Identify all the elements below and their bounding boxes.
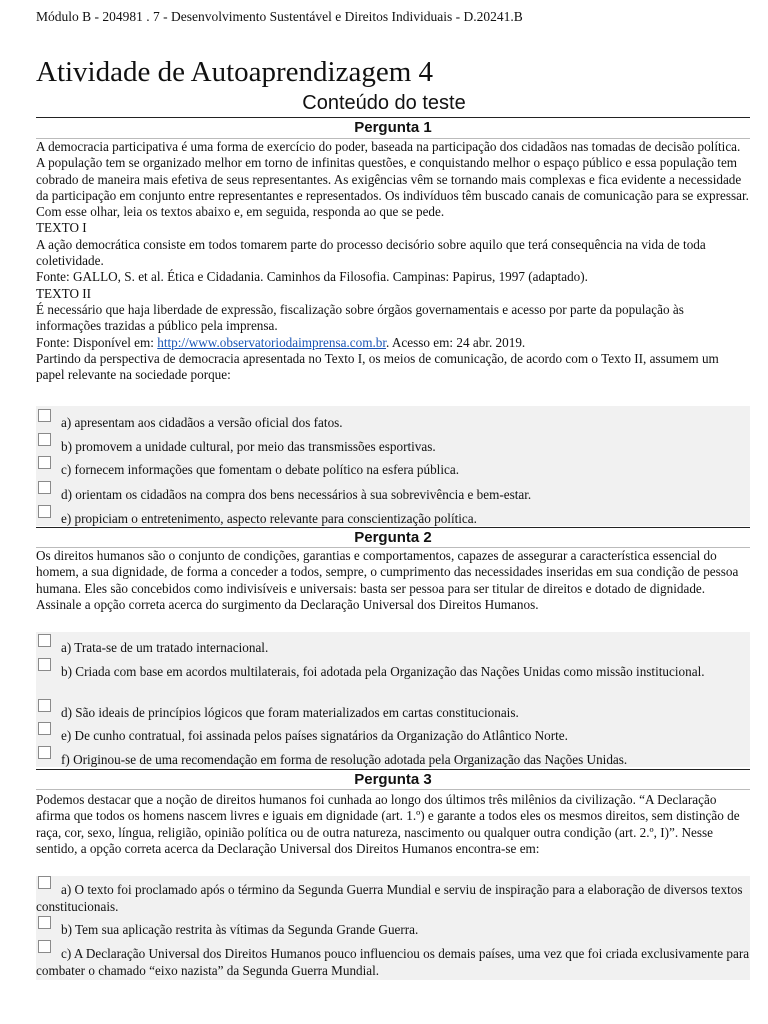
question-2-options <box>36 632 750 767</box>
checkbox-icon[interactable] <box>38 456 51 469</box>
source-prefix: Fonte: Disponível em: <box>36 334 158 350</box>
option-label: b) Criada com base em acordos multilaterais, foi adotada pela Organização das Nações Unidas como missão institucional. <box>61 664 705 679</box>
checkbox-icon[interactable] <box>38 746 51 759</box>
question-1-top-rule <box>36 117 750 118</box>
question-2-option-f[interactable] <box>36 752 750 769</box>
question-2-text <box>36 548 750 613</box>
option-label: f) Originou-se de uma recomendação em forma de resolução adotada pela Organização das Nações Unidas. <box>61 752 628 767</box>
checkbox-icon[interactable] <box>38 481 51 494</box>
option-label: a) Trata-se de um tratado internacional. <box>61 640 269 655</box>
checkbox-icon[interactable] <box>38 658 51 671</box>
checkbox-icon[interactable] <box>38 409 51 422</box>
page-subtitle: Conteúdo do teste <box>302 92 466 114</box>
page-title: Atividade de Autoaprendizagem 4 <box>36 56 434 88</box>
question-1-text <box>36 139 750 383</box>
question-2-option-b[interactable] <box>36 664 750 681</box>
option-label: a) O texto foi proclamado após o término da Segunda Guerra Mundial e serviu de inspiração para a elaboração de diversos textos constitucionais. <box>36 882 743 914</box>
question-1-option-e[interactable] <box>36 511 750 528</box>
question-1-options <box>36 406 750 526</box>
checkbox-icon[interactable] <box>38 722 51 735</box>
question-1-text-i-label: TEXTO I <box>36 220 87 236</box>
question-3-heading: Pergunta 3 <box>354 771 432 788</box>
question-3-top-rule <box>36 769 750 770</box>
question-2-option-e[interactable] <box>36 728 750 745</box>
question-1-option-a[interactable] <box>36 415 750 432</box>
question-1-heading: Pergunta 1 <box>354 119 432 136</box>
question-1-text-ii-label: TEXTO II <box>36 285 92 301</box>
source-link[interactable]: http://www.observatoriodaimprensa.com.br <box>157 334 387 350</box>
question-1-option-d[interactable] <box>36 487 750 504</box>
question-1-text-i-source: Fonte: GALLO, S. et al. Ética e Cidadania. Caminhos da Filosofia. Campinas: Papirus, 1997 (adaptado). <box>36 269 588 285</box>
question-1-option-c[interactable] <box>36 462 750 479</box>
question-1-intro: A democracia participativa é uma forma de exercício do poder, baseada na participação dos cidadãos nas tomadas de decisão política. A população tem se organizado melhor em torno de infinitas questões, e conquistando melhor o espaço público e essa população tem cobrado de maneira mais efetiva de seus representantes. As exigências vêm se tornando mais complexas e fica evidente a necessidade da participação em conjunto entre representantes e representados. Os indivíduos têm buscado canais de comunicação para se expressar. Com esse olhar, leia os textos abaixo e, em seguida, responda ao que se pede. <box>36 139 749 220</box>
source-suffix: . Acesso em: 24 abr. 2019. <box>386 334 526 350</box>
checkbox-icon[interactable] <box>38 505 51 518</box>
question-3-text <box>36 792 750 857</box>
option-label: b) Tem sua aplicação restrita às vítimas da Segunda Grande Guerra. <box>61 922 419 937</box>
option-label: d) São ideais de princípios lógicos que foram materializados em cartas constitucionais. <box>61 705 519 720</box>
question-2-option-d[interactable] <box>36 705 750 722</box>
option-label: c) fornecem informações que fomentam o debate político na esfera pública. <box>61 462 460 477</box>
option-label: d) orientam os cidadãos na compra dos bens necessários à sua sobrevivência e bem-estar. <box>61 487 532 502</box>
question-1-prompt: Partindo da perspectiva de democracia apresentada no Texto I, os meios de comunicação, de acordo com o Texto II, assumem um papel relevante na sociedade porque: <box>36 350 719 383</box>
question-3-heading-rule <box>36 789 750 790</box>
question-3-option-c[interactable] <box>36 946 750 979</box>
question-2-top-rule <box>36 527 750 528</box>
question-1-text-i: A ação democrática consiste em todos tomarem parte do processo decisório sobre aquilo que terá consequência na vida de toda coletividade. <box>36 236 706 269</box>
option-label: a) apresentam aos cidadãos a versão oficial dos fatos. <box>61 415 343 430</box>
option-label: c) A Declaração Universal dos Direitos Humanos pouco influenciou os demais países, uma vez que foi criada exclusivamente para combater o chamado “eixo nazista” da Segunda Guerra Mundial. <box>36 946 750 978</box>
option-label: b) promovem a unidade cultural, por meio das transmissões esportivas. <box>61 439 436 454</box>
checkbox-icon[interactable] <box>38 634 51 647</box>
question-2-heading: Pergunta 2 <box>354 529 432 546</box>
question-3-option-a[interactable] <box>36 882 750 915</box>
checkbox-icon[interactable] <box>38 916 51 929</box>
question-1-option-b[interactable] <box>36 439 750 456</box>
question-2-prompt: Os direitos humanos são o conjunto de condições, garantias e comportamentos, capazes de assegurar a característica essencial do homem, a sua dignidade, de forma a conceder a todos, sempre, o cumprimento das necessidades inseridas em sua condição de pessoa humana. Eles são concebidos como indivisíveis e universais: basta ser pessoa para ser titular de direitos e dotado de dignidade. Assinale a opção correta acerca do surgimento da Declaração Universal dos Direitos Humanos. <box>36 548 739 612</box>
option-label: e) propiciam o entretenimento, aspecto relevante para conscientização política. <box>61 511 477 526</box>
checkbox-icon[interactable] <box>38 940 51 953</box>
course-header: Módulo B - 204981 . 7 - Desenvolvimento Sustentável e Direitos Individuais - D.20241.B <box>36 9 523 24</box>
question-3-prompt: Podemos destacar que a noção de direitos humanos foi cunhada ao longo dos últimos três milênios da civilização. “A Declaração afirma que todos os homens nascem livres e iguais em dignidade (art. 1.º) e garante a todos eles os mesmos direitos, sem distinção de raça, cor, sexo, língua, religião, opinião política ou de outra natureza, nascimento ou qualquer outra condição (art. 2.º, I)”. Nesse sentido, a opção correta acerca da Declaração Universal dos Direitos Humanos encontra-se em: <box>36 792 740 856</box>
checkbox-icon[interactable] <box>38 699 51 712</box>
question-1-text-ii-source <box>36 335 750 351</box>
question-2-option-a[interactable] <box>36 640 750 657</box>
checkbox-icon[interactable] <box>38 876 51 889</box>
question-1-text-ii: É necessário que haja liberdade de expressão, fiscalização sobre órgãos governamentais e acesso por parte da população às informações trazidas a público pela imprensa. <box>36 301 684 334</box>
checkbox-icon[interactable] <box>38 433 51 446</box>
option-label: e) De cunho contratual, foi assinada pelos países signatários da Organização do Atlântico Norte. <box>61 728 568 743</box>
question-3-options <box>36 876 750 980</box>
question-3-option-b[interactable] <box>36 922 750 939</box>
